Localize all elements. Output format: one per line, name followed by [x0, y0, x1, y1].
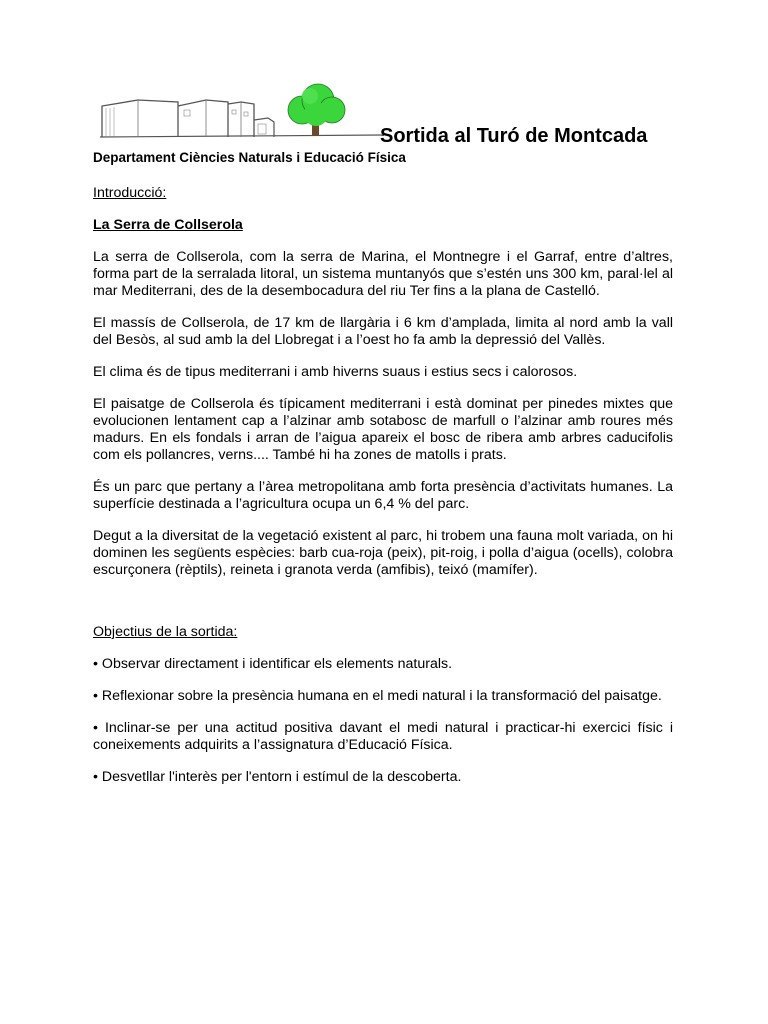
paragraph: És un parc que pertany a l’àrea metropolitana amb forta presència d’activitats humanes. La superfície destinada a l’agricultura ocupa un 6,4 % del parc.: [93, 479, 673, 512]
intro-label: Introducció:: [93, 185, 167, 201]
paragraph: La serra de Collserola, com la serra de Marina, el Montnegre i el Garraf, entre d’altres, forma part de la serralada litoral, un sistema muntanyós que s’estén uns 300 km, paral·lel al mar Mediterrani, des de la desembocadura del riu Ter fins a la plana de Castelló.: [93, 249, 673, 299]
objective-item: • Reflexionar sobre la presència humana en el medi natural i la transformació del paisatge.: [93, 688, 662, 704]
objective-item: • Desvetllar l'interès per l'entorn i estímul de la descoberta.: [93, 769, 462, 785]
document-title: Sortida al Turó de Montcada: [380, 125, 648, 147]
spacer: [93, 594, 673, 624]
department-subtitle: Departament Ciències Naturals i Educació Física: [93, 150, 406, 165]
buildings-and-tree-drawing-icon: [96, 82, 386, 142]
paragraph: El clima és de tipus mediterrani i amb hiverns suaus i estius secs i calorosos.: [93, 364, 578, 380]
section-title: La Serra de Collserola: [93, 217, 243, 233]
paragraph: El massís de Collserola, de 17 km de llargària i 6 km d’amplada, limita al nord amb la vall del Besòs, al sud amb la del Llobregat i a l’oest ho fa amb la depressió del Vallès.: [93, 315, 673, 348]
objective-item: • Observar directament i identificar els elements naturals.: [93, 656, 453, 672]
paragraph: El paisatge de Collserola és típicament mediterrani i està dominat per pinedes mixtes que evolucionen lentament cap a l’alzinar amb sotabosc de marfull o l’alzinar amb roures més madurs. En els fondals i arran de l’aigua apareix el bosc de ribera amb arbres caducifolis com els pollancres, verns.... També hi ha zones de matolls i prats.: [93, 396, 673, 463]
objectives-label: Objectius de la sortida:: [93, 624, 238, 640]
objective-item: • Inclinar-se per una actitud positiva davant el medi natural i practicar-hi exercici físic i coneixements adquirits a l’assignatura d’Educació Física.: [93, 720, 673, 753]
document-body: [93, 185, 673, 801]
paragraph: Degut a la diversitat de la vegetació existent al parc, hi trobem una fauna molt variada, on hi dominen les següents espècies: barb cua-roja (peix), pit-roig, i polla d’aigua (ocells), colobra escurçonera (rèptils), reineta i granota verda (amfibis), teixó (mamífer).: [93, 528, 673, 578]
